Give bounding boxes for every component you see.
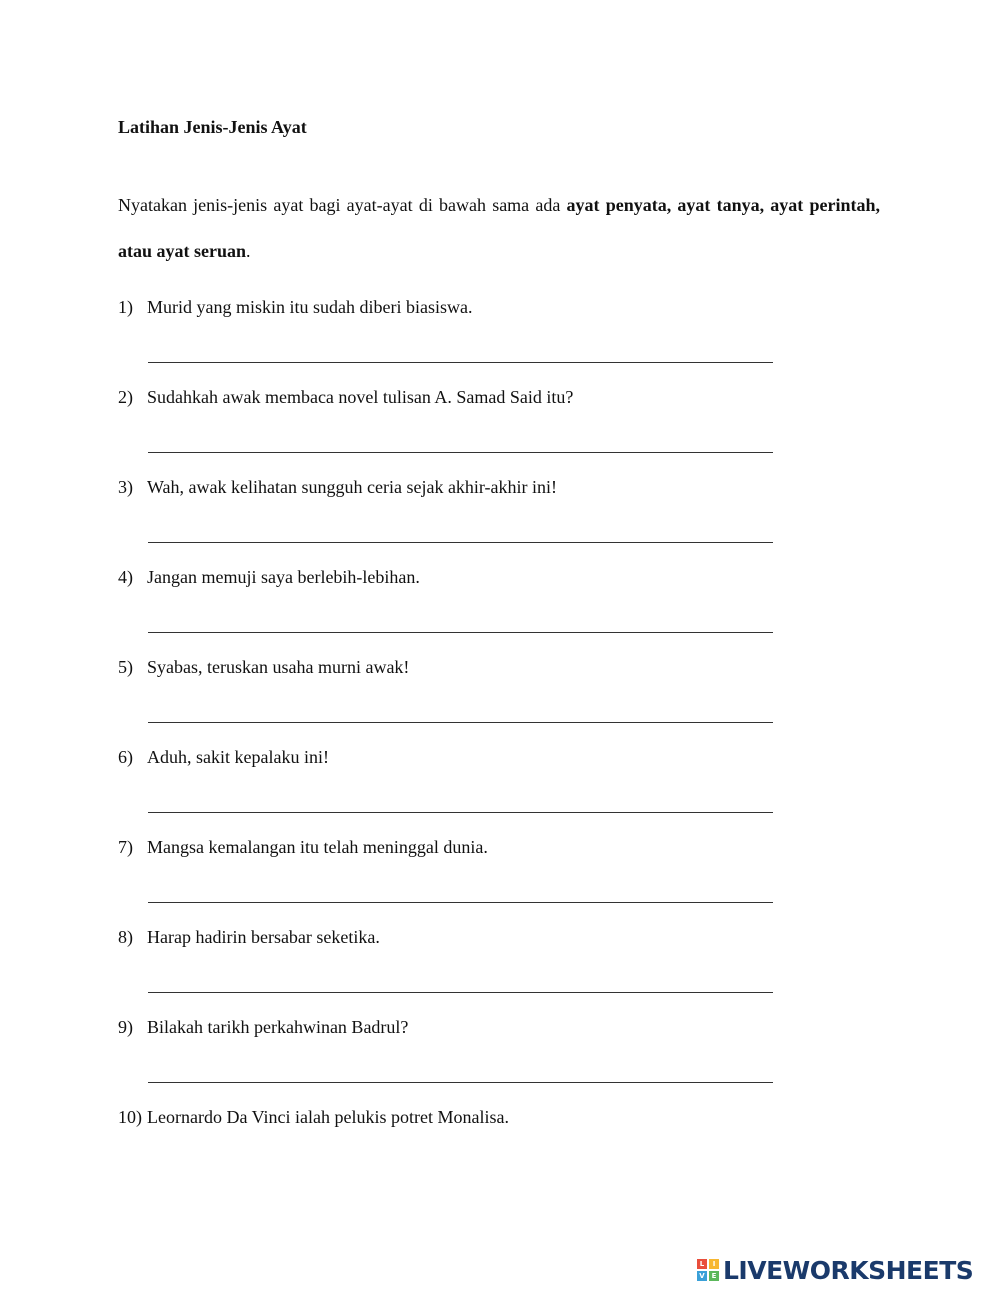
answer-line-5[interactable]	[148, 722, 773, 723]
instruction-suffix: .	[246, 241, 251, 261]
answer-line-8[interactable]	[148, 992, 773, 993]
question-text: Syabas, teruskan usaha murni awak!	[147, 657, 410, 677]
question-number: 5)	[118, 657, 133, 677]
question-9	[118, 1017, 408, 1041]
question-number: 8)	[118, 927, 133, 947]
question-number: 10)	[118, 1107, 142, 1127]
question-text: Leornardo Da Vinci ialah pelukis potret Monalisa.	[147, 1107, 509, 1127]
question-number: 6)	[118, 747, 133, 767]
answer-line-6[interactable]	[148, 812, 773, 813]
worksheet-title: Latihan Jenis-Jenis Ayat	[118, 117, 307, 137]
logo-mark-letter-i: I	[709, 1259, 719, 1269]
question-7	[118, 837, 488, 861]
question-number: 4)	[118, 567, 133, 587]
answer-line-7[interactable]	[148, 902, 773, 903]
answer-line-1[interactable]	[148, 362, 773, 363]
question-text: Sudahkah awak membaca novel tulisan A. Samad Said itu?	[147, 387, 574, 407]
question-text: Jangan memuji saya berlebih-lebihan.	[147, 567, 420, 587]
logo-mark-letter-e: E	[709, 1271, 719, 1281]
question-8	[118, 927, 380, 951]
question-5	[118, 657, 409, 681]
instructions	[118, 182, 880, 274]
question-4	[118, 567, 420, 591]
question-text: Mangsa kemalangan itu telah meninggal dunia.	[147, 837, 488, 857]
answer-line-4[interactable]	[148, 632, 773, 633]
question-number: 9)	[118, 1017, 133, 1037]
logo-mark-letter-v: V	[697, 1271, 707, 1281]
question-text: Harap hadirin bersabar seketika.	[147, 927, 380, 947]
question-number: 2)	[118, 387, 133, 407]
question-text: Wah, awak kelihatan sungguh ceria sejak akhir-akhir ini!	[147, 477, 558, 497]
logo-mark-letter-l: L	[697, 1259, 707, 1269]
question-3	[118, 477, 557, 501]
question-text: Bilakah tarikh perkahwinan Badrul?	[147, 1017, 409, 1037]
question-10	[118, 1107, 509, 1131]
question-1	[118, 297, 472, 321]
logo-mark-icon	[697, 1259, 719, 1281]
instruction-prefix: Nyatakan jenis-jenis ayat bagi ayat-ayat di bawah sama ada	[118, 195, 567, 215]
answer-line-2[interactable]	[148, 452, 773, 453]
question-text: Aduh, sakit kepalaku ini!	[147, 747, 329, 767]
question-number: 3)	[118, 477, 133, 497]
logo-wordmark: LIVEWORKSHEETS	[723, 1255, 974, 1285]
liveworksheets-logo	[697, 1255, 973, 1285]
question-text: Murid yang miskin itu sudah diberi biasiswa.	[147, 297, 473, 317]
question-6	[118, 747, 329, 771]
answer-line-3[interactable]	[148, 542, 773, 543]
instruction-bold-options: ayat penyata, ayat tanya, ayat perintah, atau ayat seruan	[118, 195, 880, 261]
answer-line-9[interactable]	[148, 1082, 773, 1083]
question-number: 7)	[118, 837, 133, 857]
question-number: 1)	[118, 297, 133, 317]
question-2	[118, 387, 573, 411]
